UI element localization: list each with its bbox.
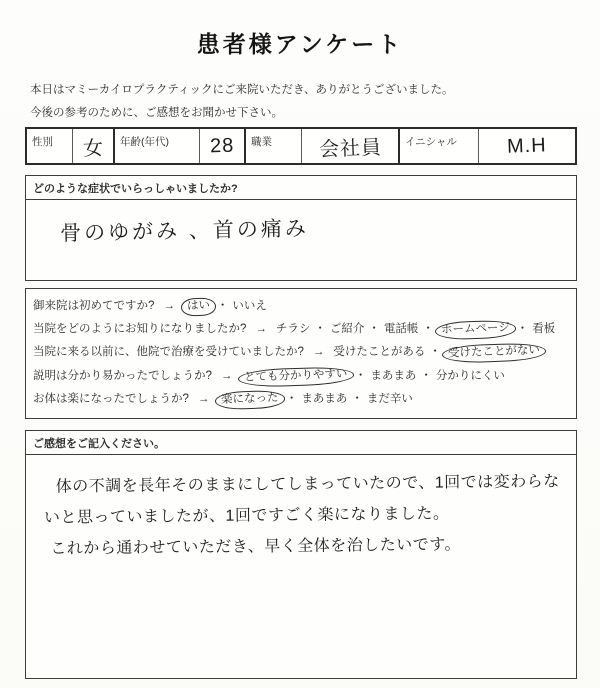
option-label: 電話帳 (383, 323, 419, 336)
gender-label: 性別 (27, 129, 73, 163)
arrow-icon: → (220, 369, 233, 382)
question-row-how-found (33, 318, 570, 341)
question-text: お体は楽になったでしょうか? (33, 392, 189, 405)
selected-option-circle: 楽になった (215, 390, 285, 410)
occupation-label: 職業 (246, 129, 302, 163)
option-label: 分かりにくい (435, 369, 505, 382)
question-row-prior-treatment (33, 341, 570, 364)
age-label: 年齢(年代) (115, 129, 200, 163)
arrow-icon: → (312, 346, 325, 359)
question-text: 当院に来る以前に、他院で治療を受けていましたか? (33, 346, 304, 359)
gender-value: 女 (73, 129, 115, 163)
option-separator: ・ (429, 346, 441, 359)
option-label: まあまあ (301, 392, 348, 405)
symptom-section (25, 175, 577, 281)
option-label: まあまあ (370, 369, 417, 382)
page-title: 患者様アンケート (196, 31, 404, 57)
option-label: 看板 (532, 323, 556, 336)
arrow-icon: → (197, 392, 210, 405)
option-separator: ・ (422, 323, 434, 336)
selected-option-circle: 受けたことがない (442, 343, 547, 365)
question-text: 御来院は初めてですか? (33, 300, 155, 312)
symptom-answer-handwritten: 骨のゆがみ 、首の痛み (59, 217, 310, 246)
selected-option-circle: はい (181, 297, 217, 316)
question-text: 当院をどのようにお知りになりましたか? (33, 323, 247, 336)
intro-line-2: 今後の参考のために、ご感想をお聞かせ下さい。 (30, 107, 283, 119)
comments-section (25, 430, 577, 679)
initials-label: イニシャル (400, 129, 479, 163)
selected-option-circle: ホームページ (435, 320, 516, 341)
arrow-icon: → (255, 323, 267, 336)
intro-text (30, 79, 454, 125)
option-label: チラシ (275, 323, 311, 336)
option-label: ご紹介 (329, 323, 365, 336)
comments-line-1: 体の不調を長年そのままにしてしまっていたので、1回では変わらな (55, 473, 560, 496)
option-label: まだ辛い (366, 392, 413, 405)
question-row-first-visit (33, 295, 570, 318)
option-separator: ・ (351, 392, 363, 405)
survey-questions-section (25, 288, 577, 419)
comments-handwritten (26, 466, 577, 565)
option-separator: ・ (516, 323, 529, 336)
intro-line-1: 本日はマミーカイロプラクティックにご来院いただき、ありがとうございました。 (30, 84, 454, 96)
question-row-explanation-clarity (33, 365, 570, 388)
occupation-value: 会社員 (302, 129, 400, 163)
initials-value: M.H (506, 133, 548, 158)
question-row-body-relief (33, 388, 570, 411)
age-value: 28 (200, 129, 246, 163)
symptom-question-label: どのような症状でいらっしゃいましたか? (26, 176, 576, 200)
option-separator: ・ (285, 392, 298, 405)
option-separator: ・ (368, 323, 380, 336)
option-separator: ・ (354, 369, 367, 382)
option-separator: ・ (314, 323, 326, 336)
question-text: 説明は分かり易かったでしょうか? (33, 369, 212, 382)
option-separator: ・ (420, 369, 432, 382)
profile-table (25, 127, 577, 165)
option-label: 受けたことがある (333, 346, 426, 359)
option-label: いいえ (232, 300, 267, 312)
comments-header: ご感想をご記入ください。 (26, 431, 576, 455)
comments-line-3: これから通わせていただき、早く全体を治したいです。 (50, 536, 461, 558)
option-separator: ・ (216, 300, 229, 312)
comments-line-2: いと思っていましたが、1回ですごく楽になりました。 (43, 505, 450, 527)
selected-option-circle: とても分かりやすい (238, 366, 354, 388)
arrow-icon: → (163, 300, 175, 312)
